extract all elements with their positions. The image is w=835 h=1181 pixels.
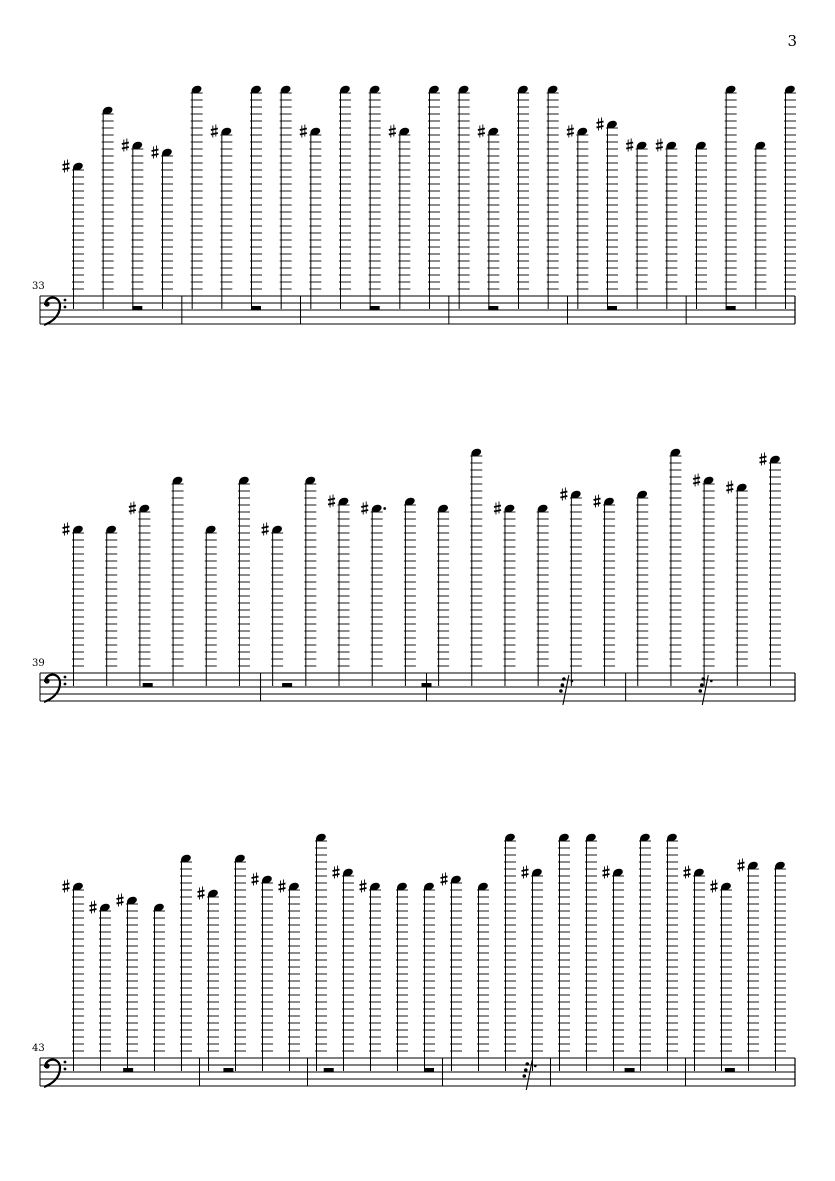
sharp-stroke bbox=[441, 881, 448, 883]
note bbox=[63, 880, 85, 1072]
clef-dot bbox=[64, 676, 67, 679]
note bbox=[328, 495, 350, 687]
sharp-stroke bbox=[63, 531, 70, 533]
sharp-stroke bbox=[279, 884, 286, 886]
note bbox=[117, 894, 139, 1072]
sharp-stroke bbox=[656, 147, 663, 149]
half-rest bbox=[370, 306, 380, 310]
half-rest bbox=[223, 1068, 233, 1072]
note bbox=[726, 481, 748, 687]
sharp-stroke bbox=[152, 154, 159, 156]
note bbox=[250, 84, 262, 309]
note bbox=[494, 502, 516, 687]
note bbox=[404, 496, 416, 686]
note bbox=[517, 84, 529, 309]
sharp-stroke bbox=[656, 143, 663, 145]
sharp-stroke bbox=[300, 129, 307, 131]
sharp-stroke bbox=[122, 143, 129, 145]
sharp-stroke bbox=[211, 133, 218, 135]
note bbox=[504, 832, 516, 1071]
note bbox=[760, 453, 782, 687]
note bbox=[280, 84, 292, 309]
sharp-icon bbox=[117, 894, 124, 907]
note bbox=[389, 125, 411, 310]
sharp-stroke bbox=[478, 133, 485, 135]
rest-flag bbox=[524, 1068, 528, 1072]
sharp-icon bbox=[333, 866, 340, 879]
sharp-stroke bbox=[279, 888, 286, 890]
note bbox=[129, 502, 151, 687]
note bbox=[252, 873, 274, 1072]
note bbox=[369, 84, 381, 309]
note bbox=[238, 475, 250, 686]
clef-dot bbox=[44, 301, 49, 306]
note bbox=[477, 881, 489, 1071]
sharp-stroke bbox=[63, 527, 70, 529]
note bbox=[360, 880, 382, 1072]
sharp-stroke bbox=[626, 147, 633, 149]
note bbox=[754, 140, 766, 309]
sharp-stroke bbox=[711, 884, 718, 886]
sharp-stroke bbox=[262, 531, 269, 533]
note bbox=[211, 125, 233, 310]
sharp-icon bbox=[361, 502, 368, 515]
note bbox=[470, 447, 482, 686]
sharp-icon bbox=[211, 125, 218, 138]
half-rest bbox=[488, 306, 498, 310]
note bbox=[205, 524, 217, 686]
note bbox=[234, 853, 246, 1071]
sharp-icon bbox=[684, 866, 691, 879]
sharp-stroke bbox=[361, 510, 368, 512]
note bbox=[784, 84, 796, 309]
sharp-stroke bbox=[684, 870, 691, 872]
note bbox=[522, 866, 544, 1072]
note bbox=[666, 832, 678, 1071]
sharp-stroke bbox=[567, 129, 574, 131]
note bbox=[304, 475, 316, 686]
sharp-stroke bbox=[198, 895, 205, 897]
half-rest bbox=[726, 306, 736, 310]
sharp-stroke bbox=[129, 506, 136, 508]
sharp-stroke bbox=[478, 129, 485, 131]
sharp-stroke bbox=[693, 478, 700, 480]
page-number: 3 bbox=[787, 32, 797, 50]
sharp-stroke bbox=[360, 884, 367, 886]
note bbox=[547, 84, 559, 309]
note bbox=[152, 146, 174, 310]
system-43 bbox=[32, 832, 795, 1090]
note bbox=[626, 139, 648, 310]
measure-number: 33 bbox=[32, 281, 45, 292]
sharp-icon bbox=[711, 880, 718, 893]
sharp-stroke bbox=[333, 870, 340, 872]
sharp-icon bbox=[198, 887, 205, 900]
rest-flag bbox=[699, 689, 703, 693]
note bbox=[594, 495, 616, 687]
sharp-icon bbox=[252, 873, 259, 886]
note bbox=[537, 503, 549, 686]
sharp-icon bbox=[152, 146, 159, 159]
half-rest bbox=[422, 683, 432, 687]
note bbox=[669, 447, 681, 686]
note bbox=[279, 880, 301, 1072]
sharp-stroke bbox=[389, 129, 396, 131]
note bbox=[102, 105, 114, 309]
note bbox=[300, 125, 322, 310]
sharp-stroke bbox=[522, 874, 529, 876]
sharp-stroke bbox=[63, 168, 70, 170]
note bbox=[478, 125, 500, 310]
sharp-stroke bbox=[594, 503, 601, 505]
sharp-icon bbox=[90, 901, 97, 914]
note bbox=[180, 853, 192, 1071]
sharp-stroke bbox=[361, 506, 368, 508]
sharp-icon bbox=[597, 118, 604, 131]
rest-flag bbox=[561, 683, 565, 687]
note bbox=[639, 832, 651, 1071]
rest-flag bbox=[522, 1074, 526, 1078]
half-rest bbox=[424, 1068, 434, 1072]
note bbox=[262, 523, 284, 687]
sharp-stroke bbox=[333, 874, 340, 876]
sharp-icon bbox=[603, 866, 610, 879]
note bbox=[63, 523, 85, 687]
sharp-stroke bbox=[567, 133, 574, 135]
half-rest bbox=[123, 1068, 133, 1072]
sharp-icon bbox=[262, 523, 269, 536]
note bbox=[198, 887, 220, 1072]
half-rest bbox=[607, 306, 617, 310]
half-rest bbox=[725, 1068, 735, 1072]
note bbox=[693, 474, 715, 687]
sharp-icon bbox=[626, 139, 633, 152]
sharp-stroke bbox=[63, 888, 70, 890]
sharp-icon bbox=[560, 488, 567, 501]
note bbox=[315, 832, 327, 1071]
sharp-stroke bbox=[494, 510, 501, 512]
note bbox=[695, 140, 707, 309]
sharp-stroke bbox=[594, 499, 601, 501]
sharp-stroke bbox=[560, 492, 567, 494]
sharp-stroke bbox=[262, 527, 269, 529]
sharp-stroke bbox=[328, 499, 335, 501]
clef-dot bbox=[64, 299, 67, 302]
half-rest bbox=[625, 1068, 635, 1072]
sharp-icon bbox=[300, 125, 307, 138]
sharp-stroke bbox=[603, 870, 610, 872]
sharp-icon bbox=[478, 125, 485, 138]
sharp-stroke bbox=[441, 877, 448, 879]
note bbox=[172, 475, 184, 686]
sharp-stroke bbox=[122, 147, 129, 149]
rest-flag bbox=[525, 1062, 529, 1066]
sharp-stroke bbox=[760, 461, 767, 463]
sharp-icon bbox=[360, 880, 367, 893]
clef-dot bbox=[64, 683, 67, 686]
half-rest bbox=[251, 306, 261, 310]
sharp-stroke bbox=[603, 874, 610, 876]
note bbox=[105, 524, 117, 686]
sharp-stroke bbox=[117, 902, 124, 904]
augmentation-dot bbox=[534, 1065, 537, 1068]
sharp-stroke bbox=[117, 898, 124, 900]
note bbox=[428, 84, 440, 309]
half-rest bbox=[324, 1068, 334, 1072]
sharp-stroke bbox=[360, 888, 367, 890]
sharp-stroke bbox=[684, 874, 691, 876]
augmentation-dot bbox=[710, 680, 713, 683]
augmentation-dot bbox=[571, 680, 574, 683]
note bbox=[711, 880, 733, 1072]
rest-flag bbox=[700, 683, 704, 687]
note bbox=[441, 873, 463, 1072]
sharp-stroke bbox=[211, 129, 218, 131]
note bbox=[560, 488, 582, 687]
sharp-stroke bbox=[626, 143, 633, 145]
sharp-icon bbox=[129, 502, 136, 515]
sharp-icon bbox=[328, 495, 335, 508]
sharp-stroke bbox=[522, 870, 529, 872]
clef-dot bbox=[44, 678, 49, 683]
note bbox=[636, 489, 648, 686]
sharp-stroke bbox=[494, 506, 501, 508]
sharp-stroke bbox=[726, 489, 733, 491]
note bbox=[738, 859, 760, 1072]
bass-clef-icon bbox=[44, 298, 66, 325]
sharp-stroke bbox=[129, 510, 136, 512]
sharp-stroke bbox=[726, 485, 733, 487]
half-rest bbox=[132, 306, 142, 310]
half-rest bbox=[143, 683, 153, 687]
sharp-icon bbox=[726, 481, 733, 494]
sharp-stroke bbox=[90, 909, 97, 911]
sharp-icon bbox=[63, 523, 70, 536]
note bbox=[333, 866, 355, 1072]
bass-clef-icon bbox=[44, 675, 66, 702]
sharp-stroke bbox=[693, 482, 700, 484]
augmentation-dot bbox=[383, 507, 386, 510]
sharp-icon bbox=[63, 160, 70, 173]
rest-flag bbox=[559, 689, 563, 693]
sharp-stroke bbox=[252, 877, 259, 879]
sharp-stroke bbox=[252, 881, 259, 883]
note bbox=[597, 118, 619, 310]
clef-dot bbox=[64, 1068, 67, 1071]
sharp-stroke bbox=[738, 867, 745, 869]
sharp-icon bbox=[279, 880, 286, 893]
half-rest bbox=[282, 683, 292, 687]
sharp-stroke bbox=[152, 150, 159, 152]
measure-number: 43 bbox=[32, 1043, 45, 1054]
rest-flag bbox=[702, 677, 706, 681]
system-33 bbox=[32, 84, 796, 325]
rest-flag bbox=[562, 677, 566, 681]
sharp-icon bbox=[63, 880, 70, 893]
note bbox=[361, 502, 386, 687]
note bbox=[684, 866, 706, 1072]
sharp-stroke bbox=[760, 457, 767, 459]
clef-dot bbox=[64, 1061, 67, 1064]
measure-number: 39 bbox=[32, 658, 45, 669]
note bbox=[396, 881, 408, 1071]
note bbox=[153, 902, 165, 1071]
bass-clef-icon bbox=[44, 1060, 66, 1087]
sharp-stroke bbox=[90, 905, 97, 907]
note bbox=[339, 84, 351, 309]
note bbox=[191, 84, 203, 309]
note bbox=[90, 901, 112, 1072]
sharp-stroke bbox=[300, 133, 307, 135]
sharp-icon bbox=[441, 873, 448, 886]
sharp-stroke bbox=[328, 503, 335, 505]
sharp-stroke bbox=[711, 888, 718, 890]
sharp-icon bbox=[760, 453, 767, 466]
note bbox=[423, 881, 435, 1071]
sharp-icon bbox=[389, 125, 396, 138]
sharp-icon bbox=[567, 125, 574, 138]
note bbox=[437, 503, 449, 686]
note bbox=[725, 84, 737, 309]
note bbox=[458, 84, 470, 309]
note bbox=[567, 125, 589, 310]
note bbox=[656, 139, 678, 310]
sharp-icon bbox=[522, 866, 529, 879]
clef-dot bbox=[44, 1063, 49, 1068]
note bbox=[63, 160, 85, 310]
sharp-icon bbox=[594, 495, 601, 508]
sharp-stroke bbox=[63, 884, 70, 886]
sharp-stroke bbox=[597, 122, 604, 124]
note bbox=[558, 832, 570, 1071]
sharp-icon bbox=[693, 474, 700, 487]
note bbox=[122, 139, 143, 310]
sharp-icon bbox=[122, 139, 129, 152]
sharp-icon bbox=[494, 502, 501, 515]
sharp-stroke bbox=[389, 133, 396, 135]
clef-dot bbox=[64, 306, 67, 309]
sharp-icon bbox=[656, 139, 663, 152]
note bbox=[603, 866, 625, 1072]
sharp-stroke bbox=[597, 126, 604, 128]
sharp-stroke bbox=[738, 863, 745, 865]
note bbox=[585, 832, 597, 1071]
note bbox=[774, 860, 786, 1071]
sharp-stroke bbox=[198, 891, 205, 893]
sharp-icon bbox=[738, 859, 745, 872]
system-39 bbox=[32, 447, 795, 705]
sharp-stroke bbox=[63, 164, 70, 166]
sharp-stroke bbox=[560, 496, 567, 498]
